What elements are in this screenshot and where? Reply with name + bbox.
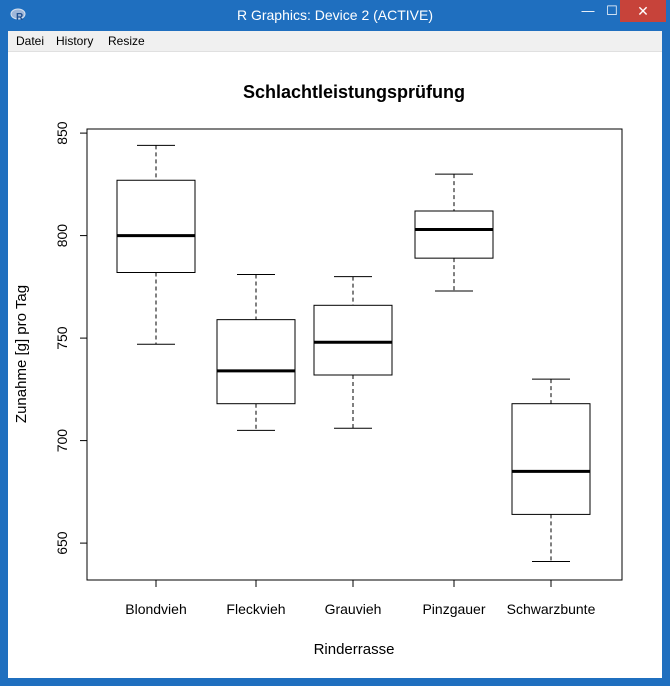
iqr-box xyxy=(415,211,493,258)
window-title: R Graphics: Device 2 (ACTIVE) xyxy=(236,7,434,23)
svg-text:R: R xyxy=(16,12,24,22)
menu-history[interactable]: History xyxy=(56,34,94,48)
iqr-box xyxy=(217,320,295,404)
menu-resize[interactable]: Resize xyxy=(108,34,145,48)
iqr-box xyxy=(117,180,195,272)
boxplot-chart xyxy=(8,52,662,678)
y-tick-label: 850 xyxy=(54,121,70,145)
x-tick-label: Pinzgauer xyxy=(422,601,486,617)
chart-title: Schlachtleistungsprüfung xyxy=(242,82,466,102)
box-fleckvieh xyxy=(217,275,295,431)
box-schwarzbunte xyxy=(512,379,590,561)
title-bar[interactable] xyxy=(0,0,670,31)
x-axis-label: Rinderrasse xyxy=(313,641,395,658)
x-tick-label: Blondvieh xyxy=(125,601,187,617)
menu-datei[interactable]: Datei xyxy=(16,34,45,48)
x-tick-label: Fleckvieh xyxy=(226,601,286,617)
plot-canvas xyxy=(8,52,662,678)
iqr-box xyxy=(314,305,392,375)
x-axis xyxy=(125,580,595,617)
y-tick-label: 800 xyxy=(54,223,70,248)
close-button[interactable]: ✕ xyxy=(620,0,666,22)
menu-bar xyxy=(8,31,662,52)
y-tick-label: 650 xyxy=(54,531,70,555)
y-axis xyxy=(54,121,87,555)
box-pinzgauer xyxy=(415,174,493,291)
iqr-box xyxy=(512,404,590,515)
x-tick-label: Schwarzbunte xyxy=(506,601,596,617)
minimize-button[interactable]: — xyxy=(581,3,595,18)
box-grauvieh xyxy=(314,277,392,429)
boxplot-series xyxy=(117,145,590,561)
x-tick-label: Grauvieh xyxy=(324,601,382,617)
y-tick-label: 750 xyxy=(54,326,70,350)
box-blondvieh xyxy=(117,145,195,344)
y-tick-label: 700 xyxy=(54,428,70,453)
maximize-button[interactable]: ☐ xyxy=(606,3,618,18)
y-axis-label: Zunahme [g] pro Tag xyxy=(13,284,30,424)
